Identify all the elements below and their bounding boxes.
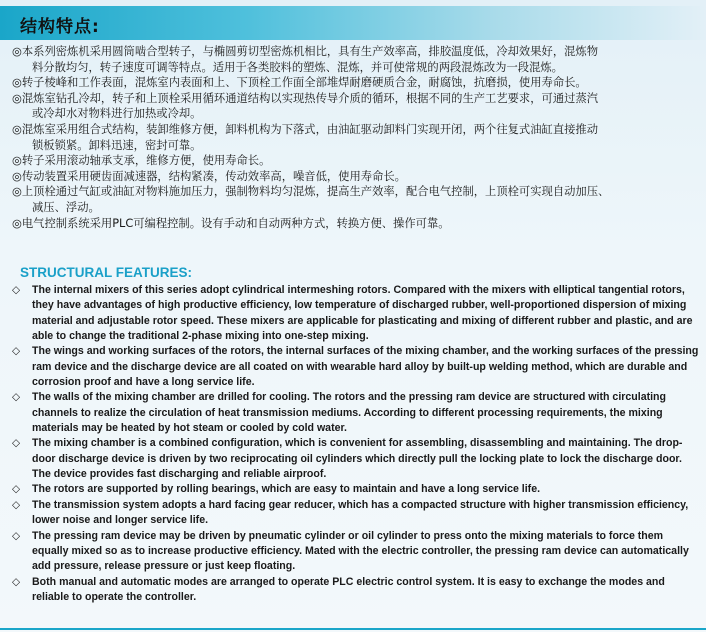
cn-feature-line: ◎上顶栓通过气缸或油缸对物料施加压力，强制物料均匀混炼，提高生产效率，配合电气控制，上顶栓可实现自动加压、 [12, 185, 610, 199]
cn-feature-line: ◎本系列密炼机采用圆筒啮合型转子，与椭圆剪切型密炼机相比，具有生产效率高，排胶温度低，冷却效果好，混炼物 [12, 45, 599, 58]
cn-feature-item [12, 169, 700, 185]
diamond-bullet-icon: ◇ [12, 575, 21, 588]
cn-feature-line: 减压、浮动。 [32, 200, 100, 214]
cn-feature-line: 锁板锁紧。卸料迅速，密封可靠。 [32, 138, 202, 152]
en-feature-text: The pressing ram device may be driven by pneumatic cylinder or oil cylinder to press onto the mixing materials to force them equally mixed so as to increase productive efficiency. Mated with the electric controller, the pressing ram device can automatically add pressure, release pressure or just keep floating. [32, 529, 689, 573]
en-feature-text: The walls of the mixing chamber are drilled for cooling. The rotors and the pressing ram device are structured with circulating channels to realize the circulation of heat transmission mediums. According to different processing requirements, the mixing materials may be heated by hot steam or cooled by cold water. [32, 391, 667, 435]
en-feature-text: The mixing chamber is a combined configuration, which is convenient for assembling, disassembling and maintaining. The drop-door discharge device is driven by two reciprocating oil cylinders which directly pull the locking plate to lock the discharge door. The device provides fast discharging and reliable airproof. [32, 437, 683, 481]
cn-feature-item [12, 75, 700, 91]
diamond-bullet-icon: ◇ [12, 498, 21, 511]
cn-feature-item [12, 122, 700, 153]
cn-feature-line: 或冷却水对物料进行加热或冷却。 [32, 107, 202, 121]
en-feature-text: The wings and working surfaces of the rotors, the internal surfaces of the mixing chamber, and the working surfaces of the pressing ram device and the discharge device are all coated on with wearable hard alloy by built-up welding method, which are durable and corrosion proof and have a long service life. [32, 345, 699, 389]
en-feature-item [12, 344, 702, 390]
cn-feature-line: ◎转子棱峰和工作表面，混炼室内表面和上、下顶栓工作面全部堆焊耐磨硬质合金，耐腐蚀，抗磨损，使用寿命长。 [12, 76, 587, 90]
en-feature-item [12, 498, 702, 529]
cn-section-title: 结构特点: [20, 17, 100, 37]
en-feature-item [12, 575, 702, 606]
diamond-bullet-icon: ◇ [12, 483, 21, 496]
cn-feature-item [12, 44, 700, 75]
cn-feature-line: ◎电气控制系统采用PLC可编程控制。设有手动和自动两种方式，转换方便、操作可靠。 [12, 216, 450, 230]
en-feature-item [12, 482, 702, 497]
en-feature-item [12, 283, 702, 344]
en-feature-item [12, 390, 702, 436]
cn-feature-item [12, 184, 700, 215]
en-feature-item [12, 436, 702, 482]
en-feature-list [12, 283, 702, 605]
en-feature-text: The transmission system adopts a hard facing gear reducer, which has a compacted structure with higher transmission efficiency, lower noise and longer service life. [32, 498, 689, 527]
diamond-bullet-icon: ◇ [12, 391, 21, 404]
cn-feature-list [12, 44, 700, 231]
cn-feature-line: 料分散均匀，转子速度可调等特点。适用于各类胶料的塑炼、混炼，并可使常规的两段混炼改为一段混炼。 [32, 60, 563, 74]
en-feature-item [12, 529, 702, 575]
cn-header-band [0, 6, 706, 40]
diamond-bullet-icon: ◇ [12, 529, 21, 542]
cn-feature-item [12, 153, 700, 169]
en-feature-text: Both manual and automatic modes are arranged to operate PLC electric control system. It is easy to exchange the modes and reliable to operate the controller. [32, 575, 665, 603]
cn-feature-line: ◎转子采用滚动轴承支承，维修方便，使用寿命长。 [12, 154, 271, 168]
diamond-bullet-icon: ◇ [12, 437, 21, 450]
cn-feature-item [12, 216, 700, 232]
en-feature-text: The internal mixers of this series adopt cylindrical intermeshing rotors. Compared with the mixers with elliptical tangential rotors, they have advantages of high productive efficiency, low temperature of discharged rubber, well-proportioned dispersion of mixing material and adjustable rotor speed. These mixers are applicable for plasticating and mixing of different rubber and plastic, and are able to change the traditional 2-phase mixing into one-step mixing. [32, 284, 693, 343]
en-feature-text: The rotors are supported by rolling bearings, which are easy to maintain and have a long service life. [32, 483, 541, 496]
cn-feature-line: ◎传动装置采用硬齿面减速器，结构紧凑，传动效率高，噪音低，使用寿命长。 [12, 169, 406, 183]
cn-feature-item [12, 91, 700, 122]
diamond-bullet-icon: ◇ [12, 284, 21, 296]
en-section-title: STRUCTURAL FEATURES: [20, 265, 192, 280]
cn-feature-line: ◎混炼室钻孔冷却，转子和上顶栓采用循环通道结构以实现热传导介质的循环，根据不同的生产工艺要求，可通过蒸汽 [12, 91, 599, 105]
cn-feature-line: ◎混炼室采用组合式结构，装卸维修方便，卸料机构为下落式，由油缸驱动卸料门实现开闭，两个往复式油缸直接推动 [12, 122, 599, 136]
bottom-divider [0, 628, 706, 630]
diamond-bullet-icon: ◇ [12, 345, 21, 358]
